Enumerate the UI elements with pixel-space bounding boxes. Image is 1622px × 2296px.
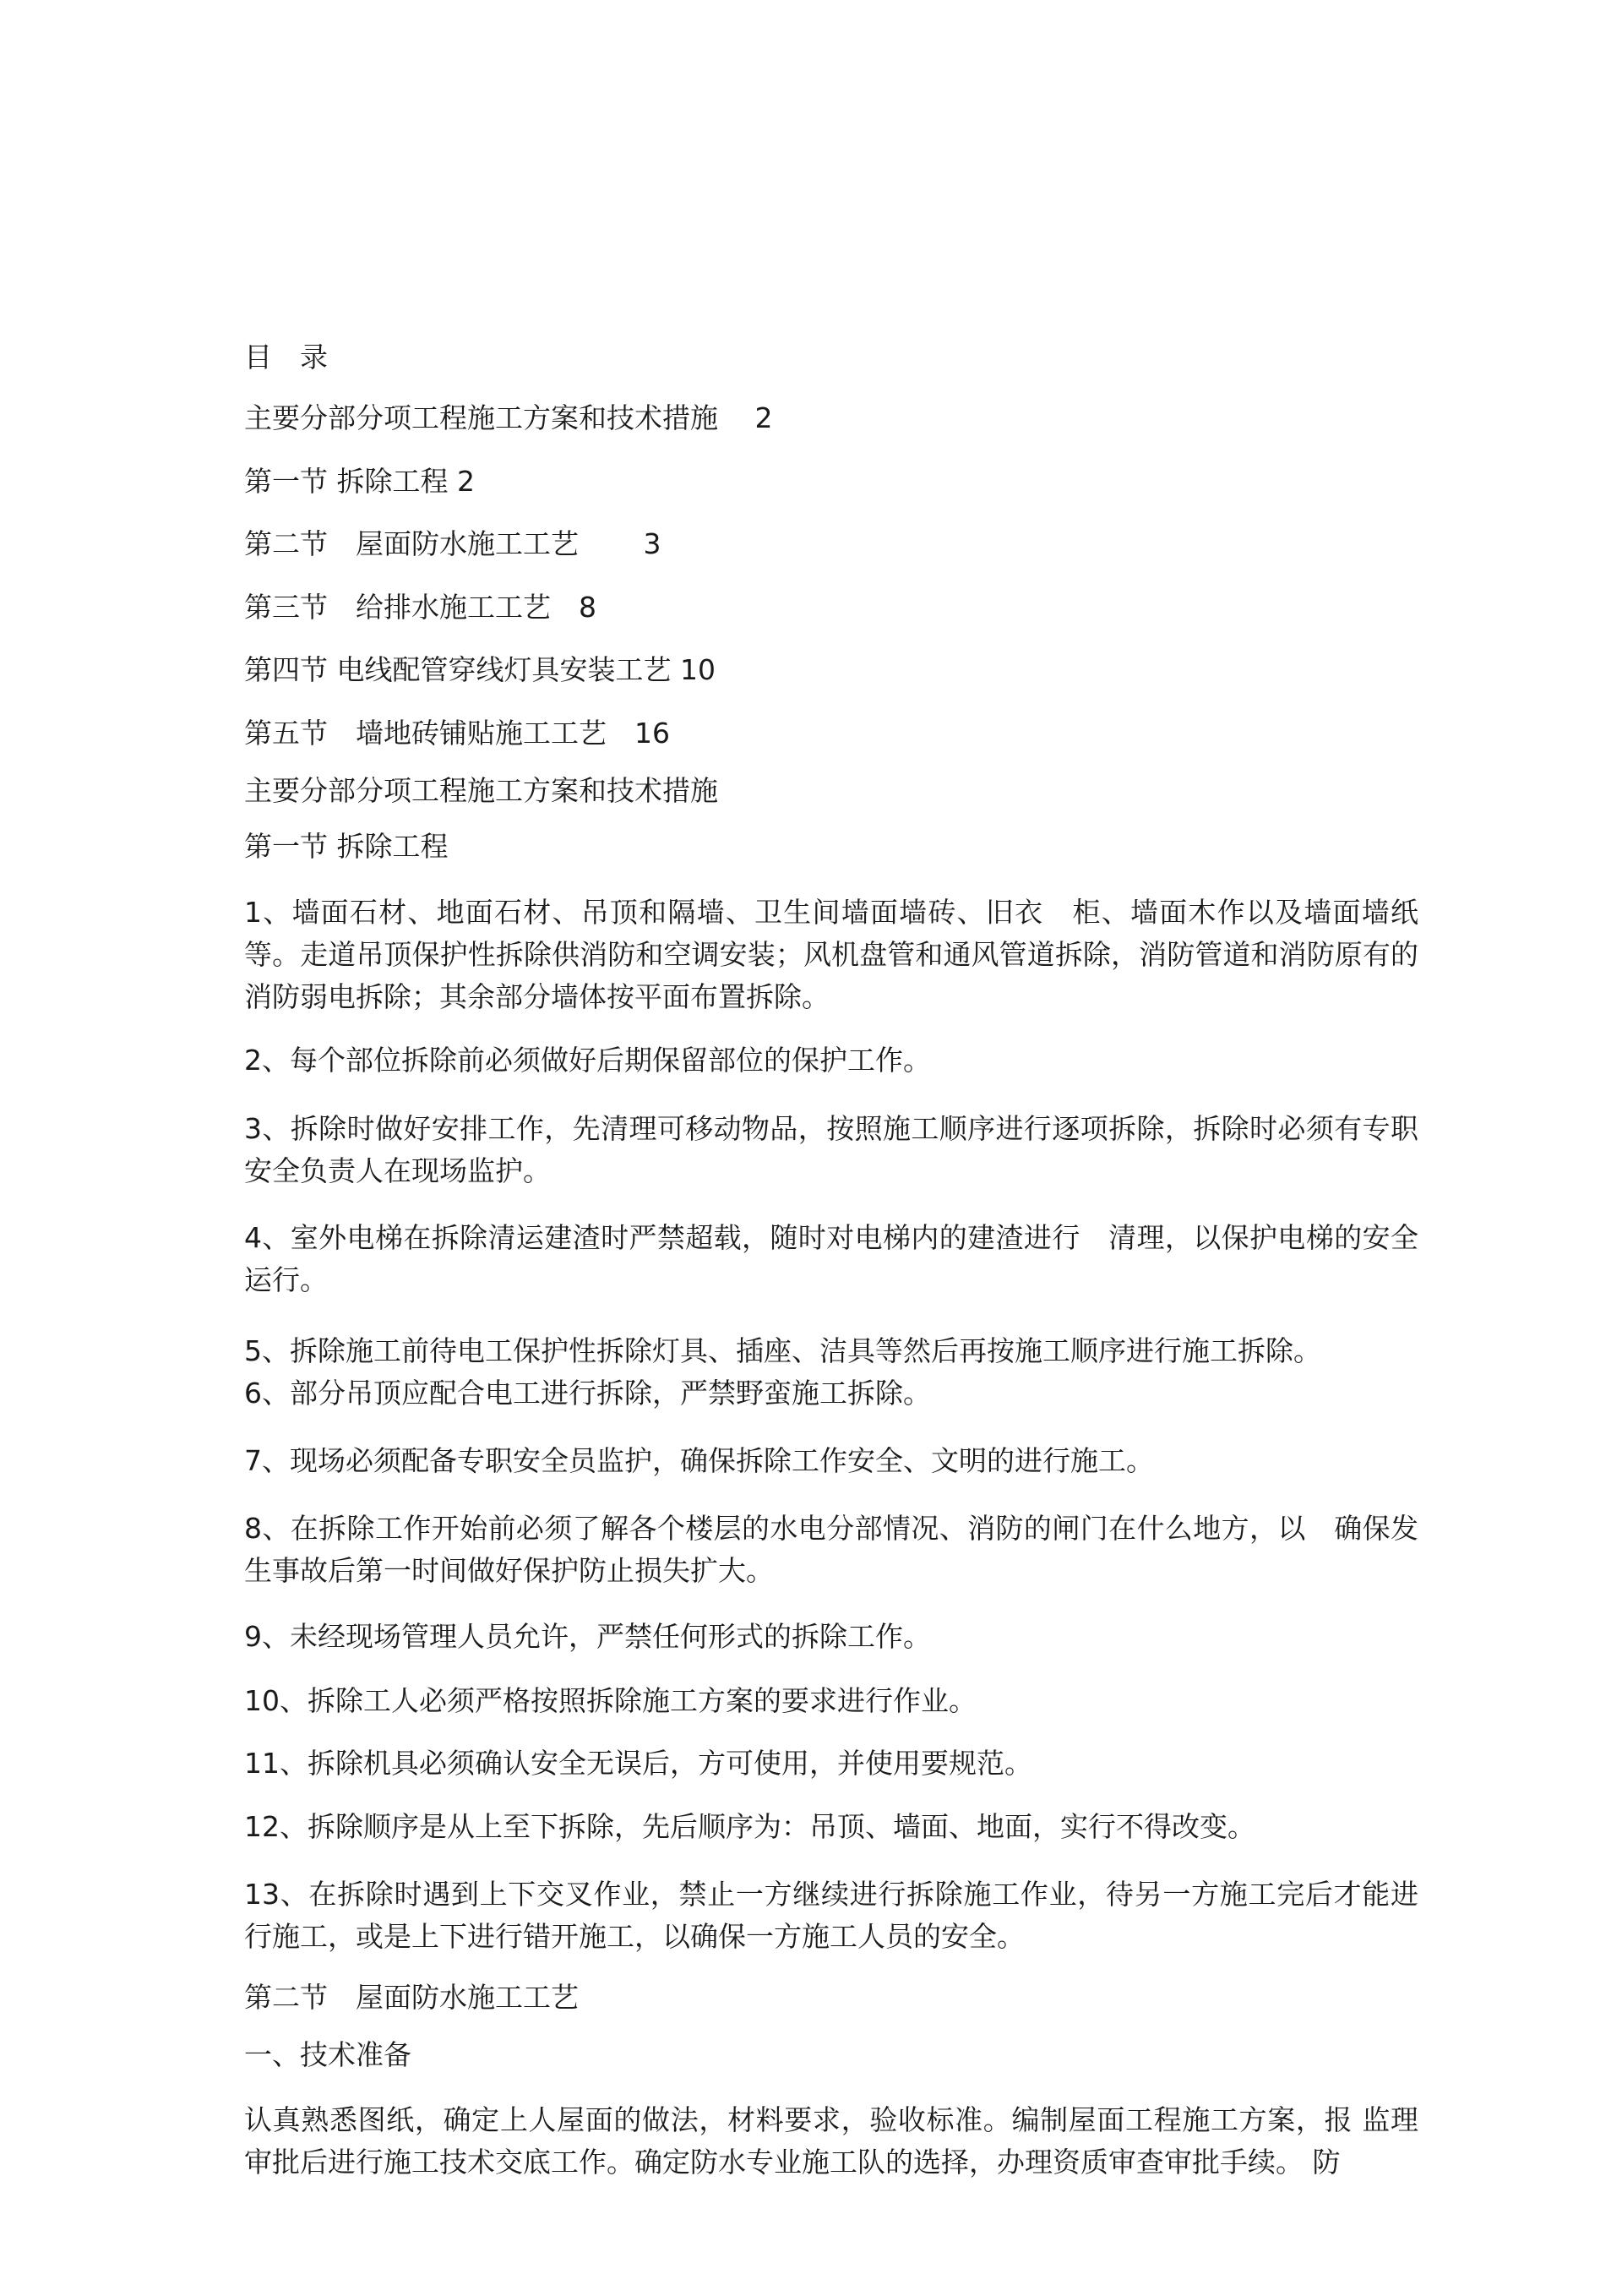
main-heading: 主要分部分项工程施工方案和技术措施 <box>244 774 718 807</box>
toc-entry[interactable]: 主要分部分项工程施工方案和技术措施 2 <box>244 401 773 434</box>
list-item: 7、现场必须配备专职安全员监护，确保拆除工作安全、文明的进行施工。 <box>244 1444 1154 1477</box>
list-item: 9、未经现场管理人员允许，严禁任何形式的拆除工作。 <box>244 1620 931 1653</box>
list-item: 12、拆除顺序是从上至下拆除，先后顺序为：吊顶、墙面、地面，实行不得改变。 <box>244 1810 1255 1843</box>
toc-entry[interactable]: 第二节 屋面防水施工工艺 3 <box>244 527 661 560</box>
section-title: 第一节 拆除工程 <box>244 830 449 863</box>
list-item: 6、部分吊顶应配合电工进行拆除，严禁野蛮施工拆除。 <box>244 1377 931 1410</box>
list-item: 13、在拆除时遇到上下交叉作业，禁止一方继续进行拆除施工作业，待另一方施工完后才能进行施工，或是上下进行错开施工，以确保一方施工人员的安全。 <box>244 1878 1418 1953</box>
toc-entry[interactable]: 第四节 电线配管穿线灯具安装工艺 10 <box>244 653 716 686</box>
paragraph: 认真熟悉图纸，确定上人屋面的做法，材料要求，验收标准。编制屋面工程施工方案，报 监理审批后进行施工技术交底工作。确定防水专业施工队的选择，办理资质审查审批手续。 防 <box>244 2103 1418 2179</box>
subsection-title: 一、技术准备 <box>244 2038 411 2071</box>
toc-title: 目 录 <box>244 341 328 374</box>
list-item: 3、拆除时做好安排工作，先清理可移动物品，按照施工顺序进行逐项拆除，拆除时必须有专职安全负责人在现场监护。 <box>244 1112 1418 1187</box>
list-item: 2、每个部位拆除前必须做好后期保留部位的保护工作。 <box>244 1044 931 1077</box>
list-item: 8、在拆除工作开始前必须了解各个楼层的水电分部情况、消防的闸门在什么地方，以 确保发生事故后第一时间做好保护防止损失扩大。 <box>244 1512 1418 1587</box>
list-item: 11、拆除机具必须确认安全无误后，方可使用，并使用要规范。 <box>244 1747 1032 1780</box>
toc-entry[interactable]: 第一节 拆除工程 2 <box>244 465 475 498</box>
toc-entry[interactable]: 第三节 给排水施工工艺 8 <box>244 591 596 624</box>
toc-entry[interactable]: 第五节 墙地砖铺贴施工工艺 16 <box>244 717 670 750</box>
list-item: 1、墙面石材、地面石材、吊顶和隔墙、卫生间墙面墙砖、旧衣 柜、墙面木作以及墙面墙纸等。走道吊顶保护性拆除供消防和空调安装；风机盘管和通风管道拆除，消防管道和消防原有的消防弱电拆除；其余部分墙体按平面布置拆除。 <box>244 896 1418 1013</box>
list-item: 5、拆除施工前待电工保护性拆除灯具、插座、洁具等然后再按施工顺序进行施工拆除。 <box>244 1334 1321 1367</box>
section-title: 第二节 屋面防水施工工艺 <box>244 1981 579 2014</box>
list-item: 10、拆除工人必须严格按照拆除施工方案的要求进行作业。 <box>244 1684 977 1717</box>
list-item: 4、室外电梯在拆除清运建渣时严禁超载，随时对电梯内的建渣进行 清理，以保护电梯的安全运行。 <box>244 1221 1418 1296</box>
